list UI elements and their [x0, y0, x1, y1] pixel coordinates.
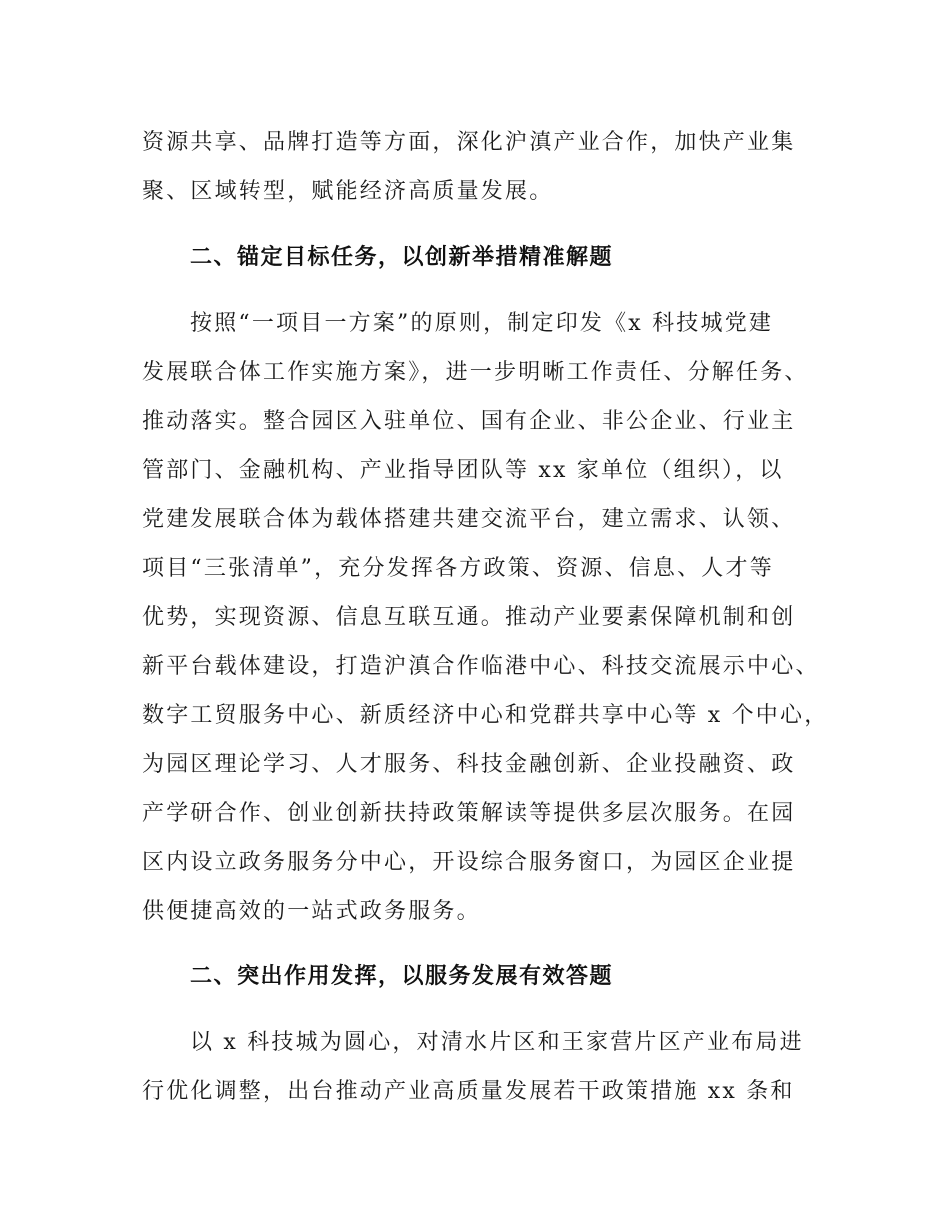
paragraph-line: 以 x 科技城为圆心，对清水片区和王家营片区产业布局进 — [190, 1030, 804, 1055]
paragraph-line: 行优化调整，出台推动产业高质量发展若干政策措施 xx 条和 — [142, 1079, 795, 1104]
section-heading: 二、锚定目标任务，以创新举措精准解题 — [190, 245, 614, 270]
paragraph-line: 项目“三张清单”，充分发挥各方政策、资源、信息、人才等 — [142, 556, 774, 581]
paragraph-line: 区内设立政务服务分中心，开设综合服务窗口，为园区企业提 — [142, 850, 796, 875]
paragraph-line: 优势，实现资源、信息互联互通。推动产业要素保障机制和创 — [142, 605, 796, 630]
paragraph-line: 产学研合作、创业创新扶持政策解读等提供多层次服务。在园 — [142, 801, 796, 826]
paragraph-line: 党建发展联合体为载体搭建共建交流平台，建立需求、认领、 — [142, 507, 796, 532]
paragraph-line: 新平台载体建设，打造沪滇合作临港中心、科技交流展示中心、 — [142, 654, 820, 679]
section-heading: 二、突出作用发挥，以服务发展有效答题 — [190, 964, 614, 989]
paragraph-line: 按照“一项目一方案”的原则，制定印发《x 科技城党建 — [190, 311, 774, 336]
paragraph-line: 发展联合体工作实施方案》，进一步明晰工作责任、分解任务、 — [142, 360, 809, 385]
paragraph-line: 聚、区域转型，赋能经济高质量发展。 — [142, 179, 554, 204]
paragraph-line: 推动落实。整合园区入驻单位、国有企业、非公企业、行业主 — [142, 409, 796, 434]
paragraph-line: 数字工贸服务中心、新质经济中心和党群共享中心等 x 个中心， — [142, 703, 829, 728]
paragraph-line: 管部门、金融机构、产业指导团队等 xx 家单位（组织），以 — [142, 458, 784, 483]
paragraph-line: 供便捷高效的一站式政务服务。 — [142, 899, 481, 924]
paragraph-line: 资源共享、品牌打造等方面，深化沪滇产业合作，加快产业集 — [142, 130, 796, 155]
paragraph-line: 为园区理论学习、人才服务、科技金融创新、企业投融资、政 — [142, 752, 796, 777]
